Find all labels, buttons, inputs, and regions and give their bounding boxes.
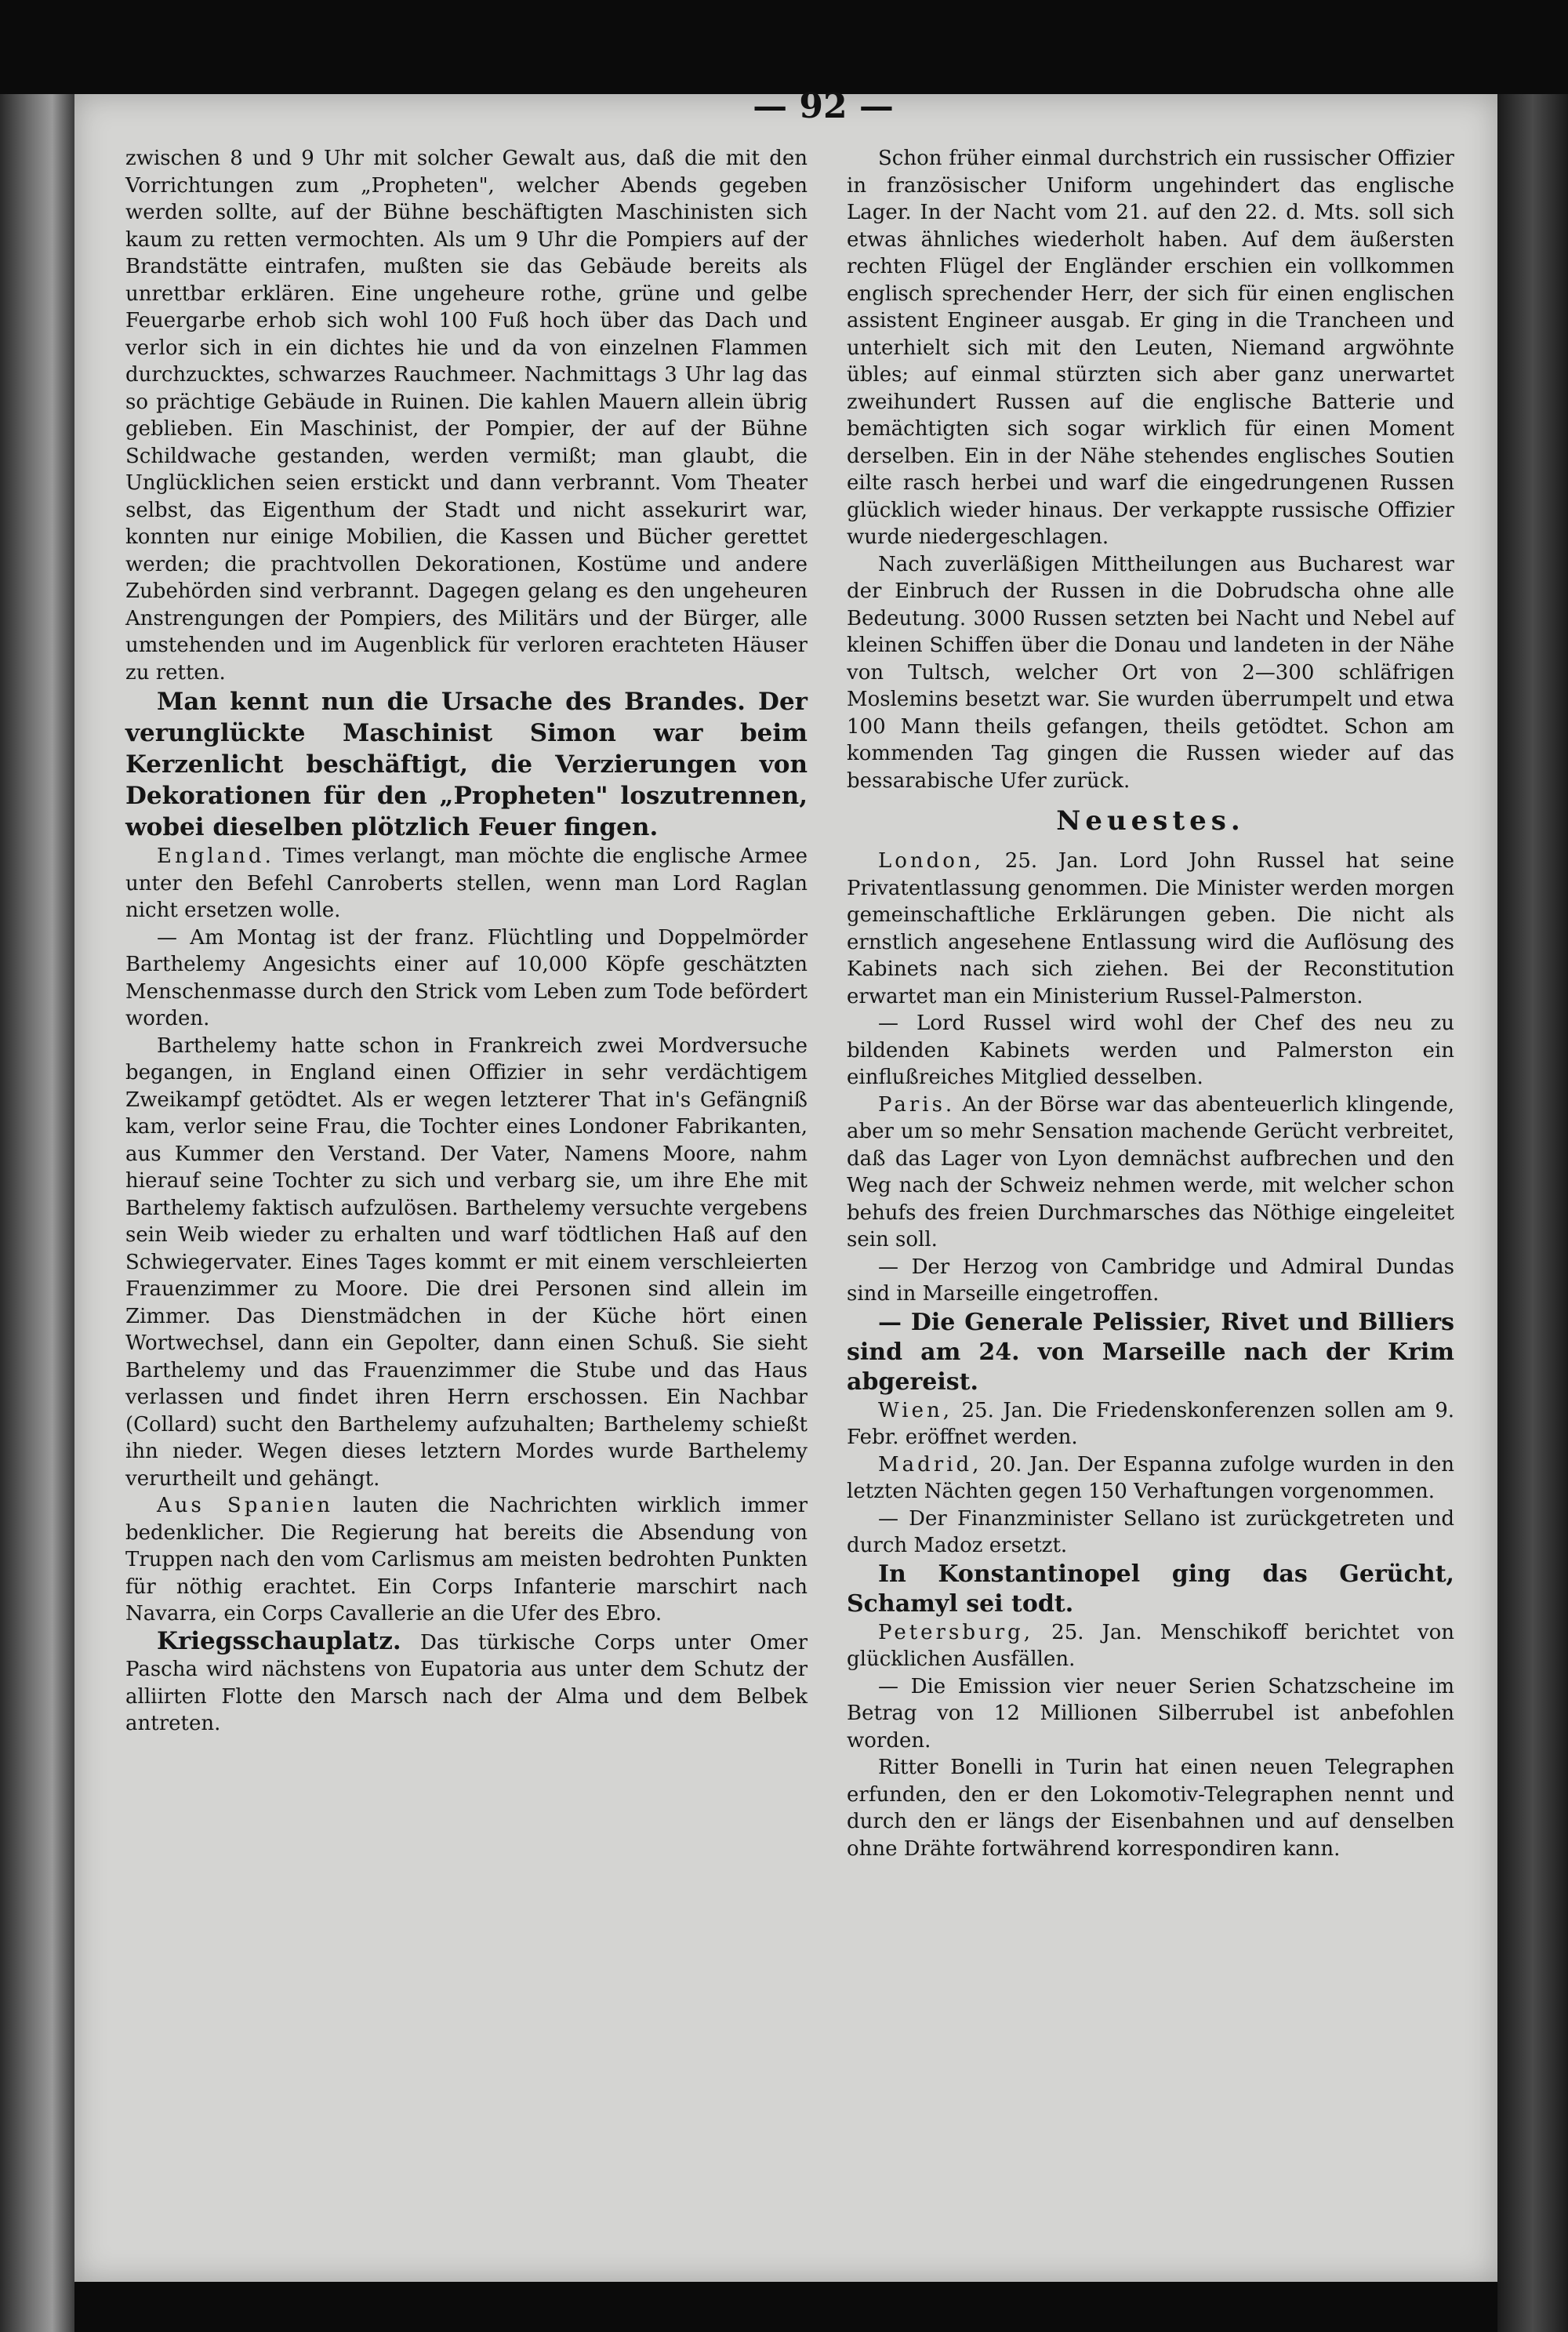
madrid-lead: Madrid, <box>878 1452 982 1477</box>
russian-officer-paragraph: Schon früher einmal durchstrich ein russischer Offizier in französischer Uniform ungehindert das englische Lager. In der Nacht vom 21. auf den 22. d. Mts. soll sich etwas ähnliches wiederholt haben. Auf dem äußersten rechten Flügel der Engländer erschien ein vollkommen englisch sprechender Herr, der sich für einen englischen assistent Engineer ausgab. Er ging in die Trancheen und unterhielt sich mit den Leuten, Niemand argwöhnte übles; auf einmal stürzten sich aber ganz unerwartet zweihundert Russen auf die englische Batterie und bemächtigten sich sogar wirklich für einen Moment derselben. Ein in der Nähe stehendes englisches Soutien eilte rasch herbei und warf die eingedrungenen Russen glücklich wieder hinaus. Der verkappte russische Offizier wurde niedergeschlagen. <box>847 147 1454 549</box>
paris-text: An der Börse war das abenteuerlich klingende, aber um so mehr Sensation machende Gerücht verbreitet, daß das Lager von Lyon demnächst aufbrechen und den Weg nach der Schweiz nehmen werde, mit welcher schon behufs des freien Durchmarsches das Nöthige eingeleitet sein soll. <box>847 1092 1454 1251</box>
london-text: 25. Jan. Lord John Russel hat seine Privatentlassung genommen. Die Minister werden morgen gemeinschaftliche Erklärungen geben. Die nicht als ernstlich angesehene Entlassung wird die Auflösung des Kabinets nach sich ziehen. Bei der Reconstitution erwartet man ein Ministerium Russel-Palmerston. <box>847 849 1454 1008</box>
telegraph-paragraph: Ritter Bonelli in Turin hat einen neuen Telegraphen erfunden, den er den Lokomotiv-Telegraphen nennt und durch den er längs der Eisenbahnen und auf denselben ohne Drähte fortwährend korrespondiren kann. <box>847 1756 1454 1861</box>
paris-lead: Paris. <box>878 1092 956 1117</box>
fire-cause-paragraph: Man kennt nun die Ursache des Brandes. Der verunglückte Maschinist Simon war beim Kerzenlicht beschäftigt, die Verzierungen von Dekorationen für den „Propheten" loszutrennen, wobei dieselben plötzlich Feuer fingen. <box>125 688 808 841</box>
war-theatre-text: Das türkische Corps unter Omer Pascha wird nächstens von Eupatoria aus unter dem Schutz der alliirten Flotte den Marsch nach der Alma und dem Belbek antreten. <box>125 1630 808 1735</box>
constantinople-paragraph: In Konstantinopel ging das Gerücht, Schamyl sei todt. <box>847 1560 1454 1618</box>
treasury-bonds-paragraph: — Die Emission vier neuer Serien Schatzscheine im Betrag von 12 Millionen Silberrubel ist anbefohlen worden. <box>847 1674 1454 1753</box>
london-lead: London, <box>878 849 984 873</box>
scan-frame-right <box>1497 94 1568 2332</box>
war-theatre-paragraph <box>125 1628 808 1738</box>
neuestes-heading: Neuestes. <box>1056 805 1245 837</box>
vienna-text: 25. Jan. Die Friedenskonferenzen sollen am 9. Febr. eröffnet werden. <box>847 1398 1454 1449</box>
england-text: Times verlangt, man möchte die englische Armee unter den Befehl Canroberts stellen, wenn man Lord Raglan nicht ersetzen wolle. <box>125 845 808 922</box>
barthelemy-execution-paragraph: — Am Montag ist der franz. Flüchtling und Doppelmörder Barthelemy Angesichts einer auf 10,000 Köpfe geschätzten Menschenmasse durch den Strick vom Leben zum Tode befördert worden. <box>125 925 808 1030</box>
petersburg-text: 25. Jan. Menschikoff berichtet von glücklichen Ausfällen. <box>847 1620 1454 1671</box>
vienna-paragraph <box>847 1397 1454 1451</box>
paris-paragraph <box>847 1092 1454 1254</box>
london-paragraph <box>847 848 1454 1010</box>
generals-paragraph: — Die Generale Pelissier, Rivet und Billiers sind am 24. von Marseille nach der Krim abgereist. <box>847 1308 1454 1396</box>
cambridge-paragraph: — Der Herzog von Cambridge und Admiral Dundas sind in Marseille eingetroffen. <box>847 1255 1454 1306</box>
madrid-text: 20. Jan. Der Espanna zufolge wurden in den letzten Nächten gegen 150 Verhaftungen vorgenommen. <box>847 1452 1454 1503</box>
right-column <box>847 145 1454 1862</box>
england-paragraph <box>125 843 808 924</box>
madrid-paragraph <box>847 1451 1454 1506</box>
petersburg-paragraph <box>847 1619 1454 1673</box>
barthelemy-story-paragraph: Barthelemy hatte schon in Frankreich zwei Mordversuche begangen, in England einen Offizier in sehr verdächtigem Zweikampf getödtet. Als er wegen letzterer That in's Gefängniß kam, verlor seine Frau, die Tochter eines Londoner Fabrikanten, aus Kummer den Verstand. Der Vater, Namens Moore, nahm hierauf seine Tochter zu sich und verbarg sie, um ihre Ehe mit Barthelemy faktisch aufzulösen. Barthelemy versuchte vergebens sein Weib wieder zu erhalten und warf tödtlichen Haß auf den Schwiegervater. Eines Tages kommt er mit einem verschleierten Frauenzimmer zu Moore. Die drei Personen sind allein im Zimmer. Das Dienstmädchen in der Küche hört einen Wortwechsel, dann ein Gepolter, dann einen Schuß. Sie sieht Barthelemy und das Frauenzimmer die Stube und das Haus verlassen und findet ihren Herrn erschossen. Ein Nachbar (Collard) sucht den Barthelemy aufzuhalten; Barthelemy schießt ihn nieder. Wegen dieses letztern Mordes wurde Barthelemy verurtheilt und gehängt. <box>125 1033 808 1491</box>
spain-text: lauten die Nachrichten wirklich immer bedenklicher. Die Regierung hat bereits die Absendung von Truppen nach den vom Carlismus am meisten bedrohten Punkten für nöthig erachtet. Ein Corps Infanterie marschirt nach Navarra, ein Corps Cavallerie an die Ufer des Ebro. <box>125 1494 808 1625</box>
russel-paragraph: — Lord Russel wird wohl der Chef des neu zu bildenden Kabinets werden und Palmerston ein einflußreiches Mitglied desselben. <box>847 1012 1454 1089</box>
left-column <box>125 145 808 1738</box>
petersburg-lead: Petersburg, <box>878 1620 1034 1644</box>
scan-frame-left <box>0 94 74 2332</box>
theatre-fire-paragraph: zwischen 8 und 9 Uhr mit solcher Gewalt aus, daß die mit den Vorrichtungen zum „Propheten", welcher Abends gegeben werden sollte, auf der Bühne beschäftigten Maschinisten sich kaum zu retten vermochten. Als um 9 Uhr die Pompiers auf der Brandstätte eintrafen, mußten sie das Gebäude bereits als unrettbar erklären. Eine ungeheure rothe, grüne und gelbe Feuergarbe erhob sich wohl 100 Fuß hoch über das Dach und verlor sich in ein dichtes hie und da von einzelnen Flammen durchzucktes, schwarzes Rauchmeer. Nachmittags 3 Uhr lag das so prächtige Gebäude in Ruinen. Die kahlen Mauern allein übrig geblieben. Ein Maschinist, der Pompier, der auf der Bühne Schildwache gestanden, werden vermißt; man glaubt, die Unglücklichen seien erstickt und dann verbrannt. Vom Theater selbst, das Eigenthum der Stadt und nicht assekurirt war, konnten nur einige Mobilien, die Kassen und Bücher gerettet werden; die prachtvollen Dekorationen, Kostüme und andere Zubehörden sind verbrannt. Dagegen gelang es den ungeheuren Anstrengungen der Pompiers, des Militärs und der Bürger, alle umstehenden und im Augenblick für verloren erachteten Häuser zu retten. <box>125 147 808 685</box>
page-number: — 92 — <box>753 86 894 126</box>
vienna-lead: Wien, <box>878 1398 953 1422</box>
spain-lead: Aus Spanien <box>157 1494 334 1517</box>
bucharest-paragraph: Nach zuverläßigen Mittheilungen aus Bucharest war der Einbruch der Russen in die Dobrudscha ohne alle Bedeutung. 3000 Russen setzten bei Nacht und Nebel auf kleinen Schiffen über die Donau und landeten in der Nähe von Tultsch, welcher Ort von 2—300 schläfrigen Moslemins besetzt war. Sie wurden überrumpelt und etwa 100 Mann theils gefangen, theils getödtet. Schon am kommenden Tag gingen die Russen wieder auf das bessarabische Ufer zurück. <box>847 552 1454 793</box>
finance-minister-paragraph: — Der Finanzminister Sellano ist zurückgetreten und durch Madoz ersetzt. <box>847 1506 1454 1557</box>
war-theatre-lead: Kriegsschauplatz. <box>157 1626 401 1655</box>
england-lead: England. <box>157 845 274 868</box>
spain-paragraph <box>125 1492 808 1628</box>
